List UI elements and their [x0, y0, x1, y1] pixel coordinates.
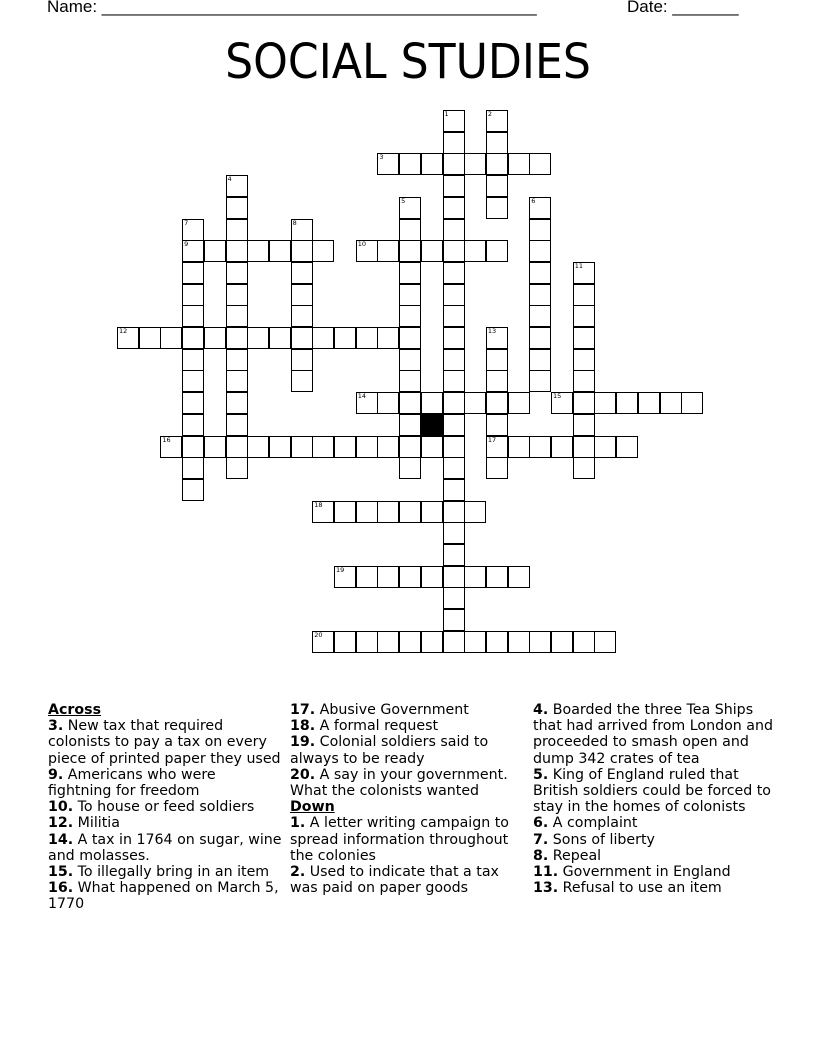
crossword-cell[interactable]	[529, 284, 551, 306]
crossword-cell[interactable]	[443, 587, 465, 609]
crossword-cell[interactable]	[443, 327, 465, 349]
crossword-cell[interactable]	[464, 240, 486, 262]
crossword-cell[interactable]	[573, 370, 595, 392]
crossword-cell[interactable]	[399, 327, 421, 349]
crossword-cell[interactable]	[291, 284, 313, 306]
crossword-cell[interactable]	[226, 457, 248, 479]
crossword-cell[interactable]	[226, 327, 248, 349]
clues-column-2	[290, 702, 525, 896]
crossword-cell[interactable]	[312, 436, 334, 458]
crossword-cell[interactable]	[182, 457, 204, 479]
crossword-cell[interactable]	[443, 457, 465, 479]
crossword-cell-18[interactable]	[312, 501, 334, 523]
crossword-cell[interactable]	[377, 240, 399, 262]
crossword-cell[interactable]	[529, 305, 551, 327]
clue-number: 13	[487, 327, 497, 335]
crossword-cell[interactable]	[486, 132, 508, 154]
crossword-cell[interactable]	[551, 436, 573, 458]
crossword-cell[interactable]	[421, 436, 443, 458]
crossword-cell[interactable]	[443, 284, 465, 306]
crossword-cell[interactable]	[399, 436, 421, 458]
crossword-cell[interactable]	[226, 240, 248, 262]
clue-across-17: 17. Abusive Government	[290, 702, 469, 718]
crossword-cell[interactable]	[399, 414, 421, 436]
crossword-cell[interactable]	[399, 219, 421, 241]
clue-across-19: 19. Colonial soldiers said to always to be ready	[290, 734, 489, 767]
clue-number: 6	[531, 196, 536, 205]
name-field-label: Name: ______________________________________________	[47, 0, 537, 16]
crossword-cell[interactable]	[529, 262, 551, 284]
crossword-cell[interactable]	[334, 631, 356, 653]
crossword-cell[interactable]	[443, 153, 465, 175]
crossword-cell[interactable]	[443, 414, 465, 436]
crossword-cell[interactable]	[247, 240, 269, 262]
crossword-cell[interactable]	[529, 631, 551, 653]
crossword-cell[interactable]	[399, 284, 421, 306]
crossword-cell-16[interactable]	[160, 436, 182, 458]
clue-across-16: 16. What happened on March 5, 1770	[48, 880, 279, 913]
crossword-cell[interactable]	[508, 392, 530, 414]
crossword-cell[interactable]	[399, 153, 421, 175]
crossword-cell[interactable]	[182, 262, 204, 284]
crossword-cell[interactable]	[399, 457, 421, 479]
clue-number: 19	[336, 565, 345, 574]
crossword-cell[interactable]	[443, 175, 465, 197]
clue-number: 16	[162, 435, 171, 444]
crossword-cell-11[interactable]	[573, 262, 595, 284]
crossword-cell[interactable]	[443, 262, 465, 284]
crossword-cell[interactable]	[377, 566, 399, 588]
crossword-cell[interactable]	[464, 501, 486, 523]
clue-number: 4	[227, 175, 232, 184]
clue-down-6: 6. A complaint	[533, 815, 638, 832]
crossword-cell-1[interactable]	[443, 110, 465, 132]
crossword-cell-2[interactable]	[486, 110, 508, 132]
crossword-cell[interactable]	[529, 153, 551, 175]
crossword-cell[interactable]	[291, 240, 313, 262]
clue-number: 2	[487, 110, 493, 118]
crossword-cell-13[interactable]	[486, 327, 508, 349]
crossword-cell[interactable]	[377, 436, 399, 458]
crossword-cell[interactable]	[681, 392, 703, 414]
crossword-cell[interactable]	[594, 392, 616, 414]
crossword-cell[interactable]	[464, 392, 486, 414]
crossword-cell-6[interactable]	[529, 197, 551, 219]
crossword-cell-9[interactable]	[182, 240, 204, 262]
crossword-cell[interactable]	[443, 544, 465, 566]
crossword-cell[interactable]	[399, 305, 421, 327]
crossword-cell[interactable]	[356, 327, 378, 349]
crossword-cell[interactable]	[182, 392, 204, 414]
page-title: SOCIAL STUDIES	[225, 34, 591, 90]
crossword-cell[interactable]	[443, 522, 465, 544]
crossword-cell[interactable]	[443, 197, 465, 219]
crossword-cell[interactable]	[160, 327, 182, 349]
crossword-cell[interactable]	[421, 631, 443, 653]
crossword-cell[interactable]	[486, 175, 508, 197]
crossword-cell[interactable]	[616, 392, 638, 414]
clue-across-9: 9. Americans who were fightning for freedom	[48, 766, 216, 800]
crossword-cell-17[interactable]	[486, 436, 508, 458]
crossword-cell[interactable]	[486, 631, 508, 653]
crossword-cell[interactable]	[204, 327, 226, 349]
crossword-cell[interactable]	[529, 219, 551, 241]
crossword-cell[interactable]	[573, 327, 595, 349]
clue-across-10: 10. To house or feed soldiers	[48, 799, 255, 816]
clue-across-18: 18. A formal request	[290, 718, 439, 735]
crossword-cell[interactable]	[377, 392, 399, 414]
crossword-cell[interactable]	[486, 240, 508, 262]
crossword-cell[interactable]	[508, 436, 530, 458]
crossword-cell[interactable]	[377, 327, 399, 349]
crossword-cell-10[interactable]	[356, 240, 378, 262]
crossword-cell[interactable]	[226, 414, 248, 436]
crossword-cell[interactable]	[443, 392, 465, 414]
clue-down-7: 7. Sons of liberty	[533, 831, 655, 848]
crossword-cell[interactable]	[291, 327, 313, 349]
crossword-cell[interactable]	[638, 392, 660, 414]
crossword-cell[interactable]	[486, 392, 508, 414]
clue-down-8: 8. Repeal	[533, 847, 602, 864]
crossword-cell[interactable]	[529, 240, 551, 262]
crossword-cell[interactable]	[529, 327, 551, 349]
crossword-cell[interactable]	[399, 262, 421, 284]
crossword-cell[interactable]	[226, 197, 248, 219]
clue-across-3: 3. New tax that required colonists to pay a tax on every piece of printed paper they used	[48, 718, 281, 767]
crossword-cell[interactable]	[443, 132, 465, 154]
crossword-cell[interactable]	[508, 566, 530, 588]
crossword-cell[interactable]	[486, 457, 508, 479]
crossword-cell[interactable]	[399, 566, 421, 588]
clue-number: 15	[553, 392, 562, 401]
clue-across-12: 12. Militia	[48, 815, 120, 832]
crossword-cell-7[interactable]	[182, 219, 204, 241]
crossword-cell[interactable]	[421, 566, 443, 588]
crossword-cell[interactable]	[226, 436, 248, 458]
crossword-cell[interactable]	[269, 240, 291, 262]
crossword-cell[interactable]	[529, 370, 551, 392]
crossword-cell[interactable]	[616, 436, 638, 458]
crossword-cell[interactable]	[182, 370, 204, 392]
crossword-cell[interactable]	[356, 436, 378, 458]
crossword-cell[interactable]	[421, 392, 443, 414]
crossword-cell[interactable]	[464, 153, 486, 175]
crossword-cell[interactable]	[399, 631, 421, 653]
crossword-cell[interactable]	[204, 436, 226, 458]
clue-number: 5	[401, 196, 406, 205]
crossword-cell[interactable]	[291, 305, 313, 327]
crossword-cell[interactable]	[399, 392, 421, 414]
clue-number: 10	[357, 240, 366, 249]
down-heading: Down	[290, 799, 335, 816]
crossword-cell[interactable]	[182, 479, 204, 501]
crossword-cell[interactable]	[291, 370, 313, 392]
clue-number: 20	[314, 630, 323, 639]
crossword-cell[interactable]	[356, 501, 378, 523]
date-field-label: Date: _______	[627, 0, 739, 16]
crossword-cell[interactable]	[247, 436, 269, 458]
crossword-cell-8[interactable]	[291, 219, 313, 241]
crossword-cell[interactable]	[443, 305, 465, 327]
clue-down-2: 2. Used to indicate that a tax was paid on paper goods	[290, 864, 499, 897]
clue-number: 9	[184, 240, 189, 249]
crossword-cell-3[interactable]	[377, 153, 399, 175]
crossword-cell-19[interactable]	[334, 566, 356, 588]
crossword-cell[interactable]	[529, 436, 551, 458]
crossword-cell[interactable]	[269, 327, 291, 349]
clue-down-11: 11. Government in England	[533, 864, 731, 881]
crossword-cell[interactable]	[334, 436, 356, 458]
crossword-cell[interactable]	[334, 327, 356, 349]
clue-down-4: 4. Boarded the three Tea Ships that had arrived from London and proceeded to smash open and dump 342 crates of tea	[533, 702, 773, 767]
crossword-cell[interactable]	[356, 631, 378, 653]
crossword-cell[interactable]	[443, 370, 465, 392]
crossword-cell[interactable]	[486, 349, 508, 371]
crossword-cell[interactable]	[486, 197, 508, 219]
crossword-cell[interactable]	[204, 240, 226, 262]
crossword-cell[interactable]	[226, 262, 248, 284]
across-heading: Across	[48, 702, 102, 718]
clue-number: 1	[444, 110, 449, 118]
black-square	[421, 414, 443, 436]
crossword-cell[interactable]	[573, 349, 595, 371]
crossword-cell[interactable]	[312, 240, 334, 262]
crossword-cell-12[interactable]	[117, 327, 139, 349]
clue-across-14: 14. A tax in 1764 on sugar, wine and molasses.	[48, 831, 282, 864]
crossword-cell[interactable]	[356, 566, 378, 588]
crossword-cell[interactable]	[182, 349, 204, 371]
crossword-cell[interactable]	[551, 631, 573, 653]
clue-number: 18	[314, 500, 323, 509]
crossword-cell[interactable]	[399, 349, 421, 371]
clue-down-5: 5. King of England ruled that British soldiers could be forced to stay in the homes of colonists	[533, 766, 771, 816]
crossword-cell[interactable]	[269, 436, 291, 458]
crossword-cell[interactable]	[334, 501, 356, 523]
crossword-cell-14[interactable]	[356, 392, 378, 414]
clue-number: 7	[184, 218, 189, 227]
clues-column-1	[48, 702, 283, 913]
crossword-cell[interactable]	[421, 240, 443, 262]
crossword-cell[interactable]	[226, 305, 248, 327]
crossword-cell[interactable]	[182, 436, 204, 458]
crossword-cell[interactable]	[226, 284, 248, 306]
crossword-cell[interactable]	[486, 153, 508, 175]
crossword-cell[interactable]	[443, 609, 465, 631]
clue-number: 17	[487, 435, 497, 444]
crossword-cell[interactable]	[573, 631, 595, 653]
clue-number: 12	[119, 327, 128, 335]
crossword-cell[interactable]	[399, 501, 421, 523]
clues-column-3	[533, 702, 773, 896]
crossword-cell[interactable]	[139, 327, 161, 349]
clue-number: 14	[357, 392, 366, 401]
crossword-cell[interactable]	[660, 392, 682, 414]
crossword-cell[interactable]	[312, 327, 334, 349]
crossword-cell[interactable]	[226, 349, 248, 371]
crossword-cell[interactable]	[182, 284, 204, 306]
crossword-cell[interactable]	[443, 436, 465, 458]
crossword-cell[interactable]	[443, 566, 465, 588]
crossword-cell[interactable]	[443, 631, 465, 653]
crossword-cell[interactable]	[573, 305, 595, 327]
crossword-cell[interactable]	[573, 392, 595, 414]
crossword-cell[interactable]	[182, 414, 204, 436]
clue-across-20: 20. A say in your government. What the colonists wanted	[290, 766, 508, 800]
crossword-cell[interactable]	[377, 631, 399, 653]
crossword-cell[interactable]	[226, 370, 248, 392]
clue-across-15: 15. To illegally bring in an item	[48, 864, 270, 881]
crossword-cell[interactable]	[443, 240, 465, 262]
crossword-cell[interactable]	[421, 501, 443, 523]
crossword-cell[interactable]	[291, 436, 313, 458]
crossword-cell[interactable]	[594, 631, 616, 653]
crossword-cell[interactable]	[399, 370, 421, 392]
crossword-cell[interactable]	[443, 501, 465, 523]
crossword-cell-5[interactable]	[399, 197, 421, 219]
crossword-cell[interactable]	[573, 284, 595, 306]
clue-number: 3	[379, 153, 384, 162]
crossword-cell[interactable]	[226, 392, 248, 414]
crossword-cell[interactable]	[443, 349, 465, 371]
crossword-cell[interactable]	[291, 349, 313, 371]
crossword-cell[interactable]	[529, 349, 551, 371]
crossword-cell[interactable]	[464, 631, 486, 653]
crossword-cell[interactable]	[291, 262, 313, 284]
crossword-cell-20[interactable]	[312, 631, 334, 653]
crossword-cell[interactable]	[421, 153, 443, 175]
crossword-cell[interactable]	[399, 240, 421, 262]
crossword-cell[interactable]	[377, 501, 399, 523]
crossword-cell[interactable]	[573, 436, 595, 458]
clue-number: 11	[574, 261, 583, 270]
crossword-cell[interactable]	[594, 436, 616, 458]
clue-number: 8	[292, 218, 297, 227]
crossword-cell[interactable]	[443, 479, 465, 501]
crossword-cell[interactable]	[573, 457, 595, 479]
crossword-cell[interactable]	[486, 566, 508, 588]
crossword-cell[interactable]	[182, 305, 204, 327]
crossword-cell[interactable]	[508, 153, 530, 175]
crossword-cell[interactable]	[247, 327, 269, 349]
clue-down-1: 1. A letter writing campaign to spread information throughout the colonies	[290, 815, 509, 864]
crossword-cell-4[interactable]	[226, 175, 248, 197]
crossword-cell[interactable]	[486, 414, 508, 436]
crossword-cell[interactable]	[486, 370, 508, 392]
crossword-cell[interactable]	[182, 327, 204, 349]
crossword-cell[interactable]	[508, 631, 530, 653]
clue-down-13: 13. Refusal to use an item	[533, 880, 722, 897]
crossword-cell[interactable]	[226, 219, 248, 241]
crossword-cell-15[interactable]	[551, 392, 573, 414]
crossword-cell[interactable]	[443, 219, 465, 241]
crossword-cell[interactable]	[573, 414, 595, 436]
crossword-cell[interactable]	[464, 566, 486, 588]
